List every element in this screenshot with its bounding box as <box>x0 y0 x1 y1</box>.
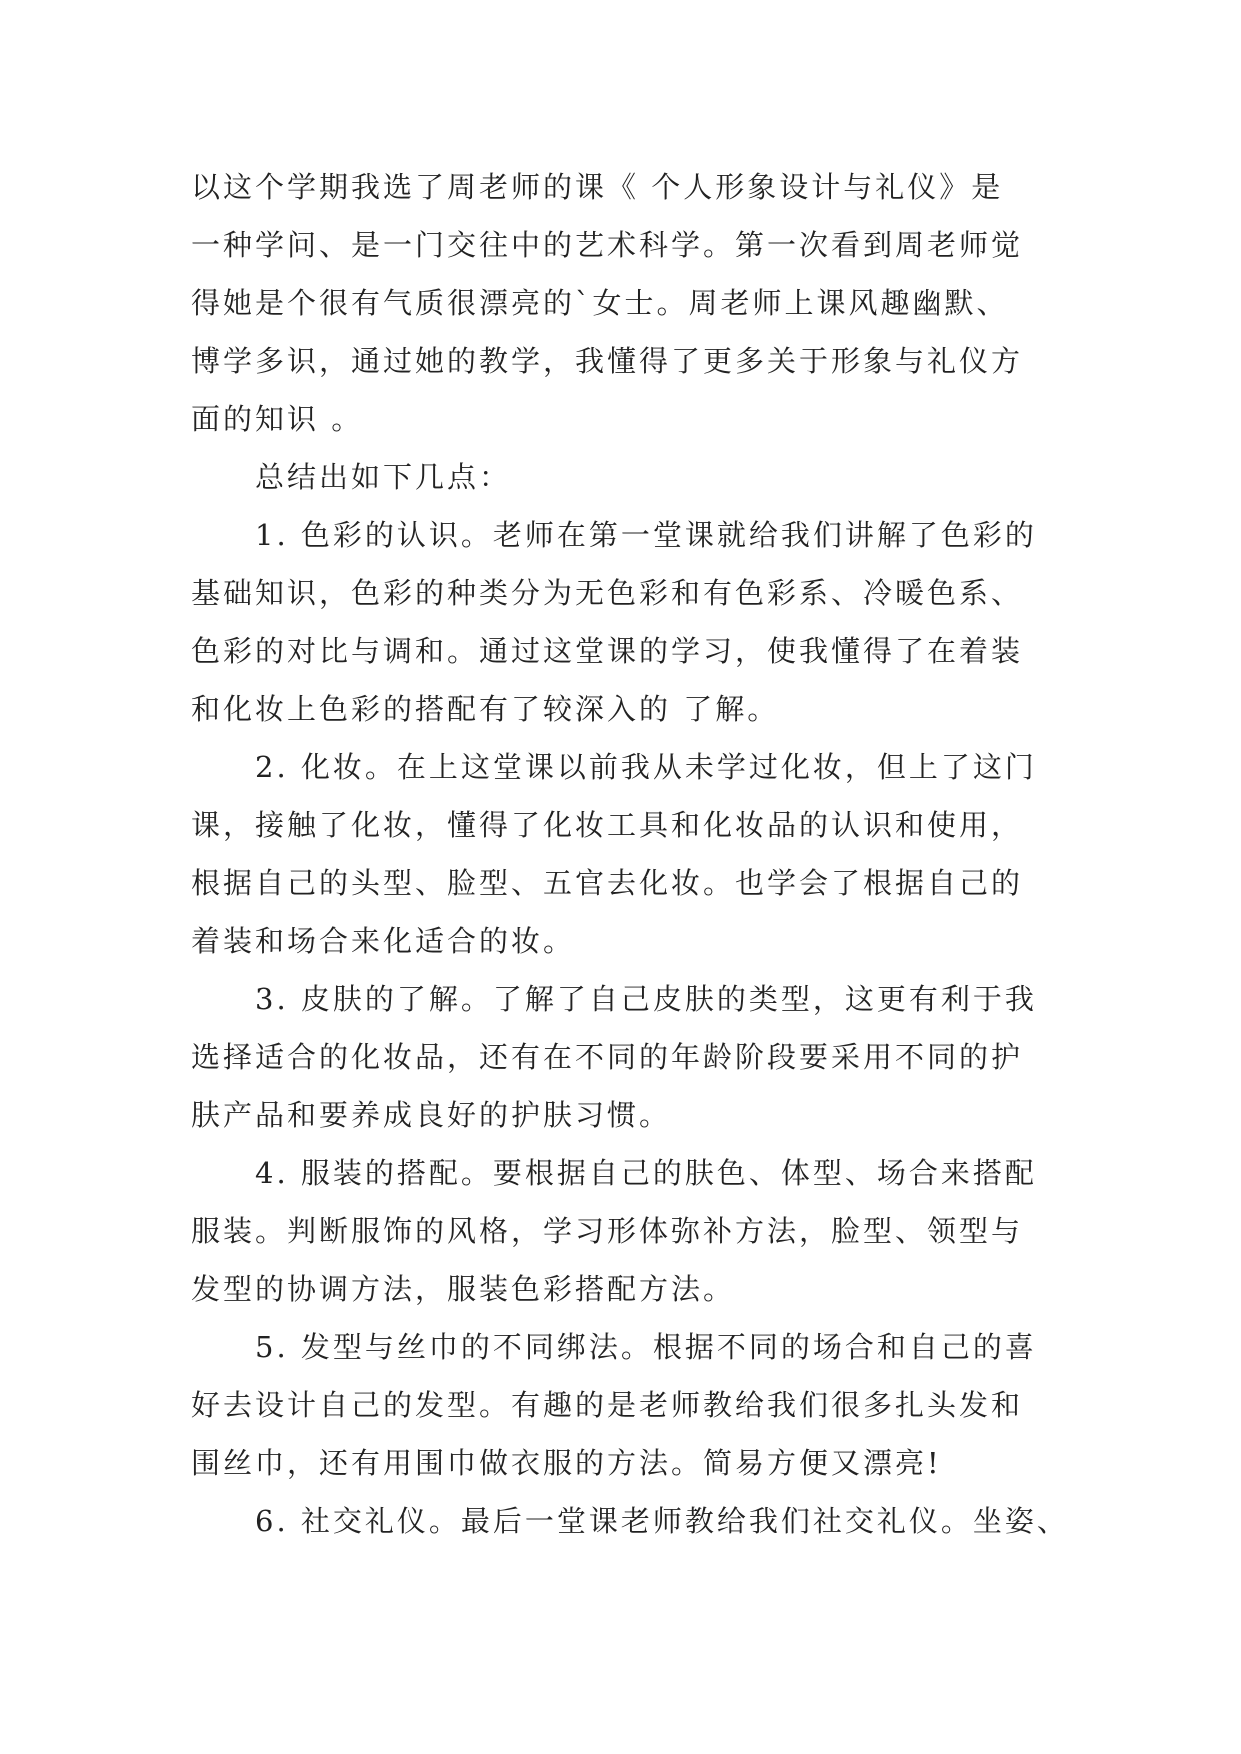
text-line: 选择适合的化妆品，还有在不同的年龄阶段要采用不同的护 <box>191 1040 1024 1074</box>
paragraph <box>191 738 1061 970</box>
document-body <box>191 158 1069 1550</box>
paragraph <box>191 448 1061 506</box>
text-line: 得她是个很有气质很漂亮的`女士。周老师上课风趣幽默、 <box>191 286 1009 320</box>
text-line: 3. 皮肤的了解。了解了自己皮肤的类型，这更有利于我 <box>255 982 1037 1016</box>
text-line: 1. 色彩的认识。老师在第一堂课就给我们讲解了色彩的 <box>255 518 1037 552</box>
text-line: 2. 化妆。在上这堂课以前我从未学过化妆，但上了这门 <box>255 750 1037 784</box>
text-line: 肤产品和要养成良好的护肤习惯。 <box>191 1098 672 1132</box>
paragraph <box>191 1144 1061 1318</box>
text-line: 博学多识，通过她的教学，我懂得了更多关于形象与礼仪方 <box>191 344 1024 378</box>
text-line: 4. 服装的搭配。要根据自己的肤色、体型、场合来搭配 <box>255 1156 1037 1190</box>
paragraph <box>191 1492 1069 1550</box>
paragraph <box>191 1318 1061 1492</box>
text-line: 色彩的对比与调和。通过这堂课的学习，使我懂得了在着装 <box>191 634 1024 668</box>
text-line: 课，接触了化妆，懂得了化妆工具和化妆品的认识和使用， <box>191 808 1024 842</box>
text-line: 基础知识，色彩的种类分为无色彩和有色彩系、冷暖色系、 <box>191 576 1024 610</box>
text-line: 服装。判断服饰的风格，学习形体弥补方法，脸型、领型与 <box>191 1214 1024 1248</box>
text-line: 6. 社交礼仪。最后一堂课老师教给我们社交礼仪。坐姿、 <box>255 1504 1069 1538</box>
text-line: 根据自己的头型、脸型、五官去化妆。也学会了根据自己的 <box>191 866 1024 900</box>
paragraph <box>191 158 1061 448</box>
text-line: 着装和场合来化适合的妆。 <box>191 924 576 958</box>
text-line: 以这个学期我选了周老师的课《 个人形象设计与礼仪》是 <box>191 170 1004 204</box>
text-line: 围丝巾，还有用围巾做衣服的方法。简易方便又漂亮! <box>191 1446 942 1480</box>
text-line: 和化妆上色彩的搭配有了较深入的 了解。 <box>191 692 780 726</box>
text-line: 好去设计自己的发型。有趣的是老师教给我们很多扎头发和 <box>191 1388 1024 1422</box>
text-line: 发型的协调方法，服装色彩搭配方法。 <box>191 1272 736 1306</box>
text-line: 一种学问、是一门交往中的艺术科学。第一次看到周老师觉 <box>191 228 1024 262</box>
text-line: 5. 发型与丝巾的不同绑法。根据不同的场合和自己的喜 <box>255 1330 1037 1364</box>
text-line: 总结出如下几点： <box>255 460 512 494</box>
paragraph <box>191 970 1061 1144</box>
paragraph <box>191 506 1061 738</box>
text-line: 面的知识 。 <box>191 402 364 436</box>
